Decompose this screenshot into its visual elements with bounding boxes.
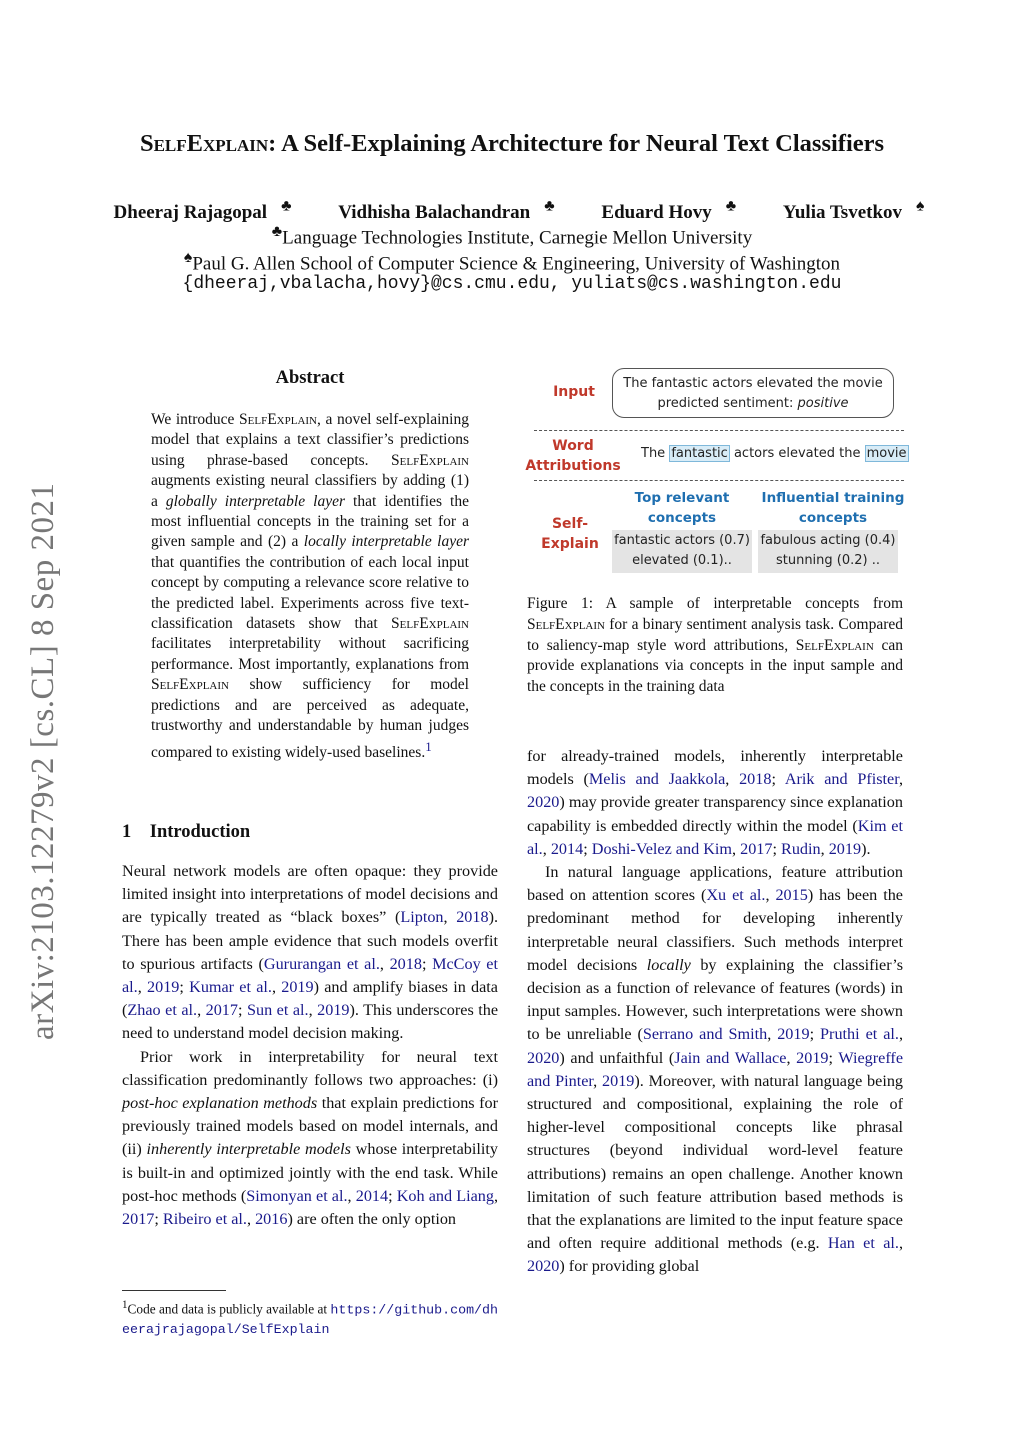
citation-link[interactable]: Jain and Wallace [674, 1048, 787, 1067]
influential-training-concepts-heading: Influential training concepts [761, 490, 905, 526]
system-name: SelfExplain [391, 615, 469, 633]
affiliation-mark: ♠ [916, 198, 925, 215]
citation-link[interactable]: 2014 [355, 1186, 389, 1205]
text-run: , [137, 978, 148, 997]
affiliation-mark: ♣ [725, 198, 737, 215]
citation-link[interactable]: 2016 [255, 1210, 288, 1229]
text-run: whose interpretability is built-in and optimized jointly with the end task. While post-hoc methods ( [122, 1140, 498, 1205]
text-run: , [767, 1025, 778, 1044]
text-run: ) and amplify biases in data ( [122, 978, 498, 1020]
citation-link[interactable]: Xu et al. [706, 886, 766, 905]
text-run: ). Moreover, with natural language being structured and compositional, explaining the role of higher-level compositional concepts like phrasal structures (beyond individual word-level feature attributions) remains an open challenge. Another known limitation of such feature attribution based methods is that the explanations are limited to the input feature space and often require additional methods (e.g. [527, 1071, 904, 1253]
author [587, 198, 737, 224]
system-name: SelfExplain [151, 676, 229, 694]
title-system-name: SelfExplain [139, 130, 269, 157]
citation-link[interactable]: Kumar et al. [189, 978, 272, 997]
citation-link[interactable]: Koh and Liang [396, 1186, 494, 1205]
text-run: , [246, 1210, 256, 1229]
text-run: , [197, 1001, 206, 1020]
highlighted-word: fantastic [671, 446, 728, 461]
citation-link[interactable]: Doshi-Velez and Kim [591, 839, 733, 858]
citation-link[interactable]: 2018 [389, 954, 422, 973]
text-run: In natural language applications, feature attribution based on attention scores ( [527, 863, 903, 905]
citation-link[interactable]: 2019 [777, 1025, 810, 1044]
emphasis: inherently interpretable models [146, 1140, 351, 1159]
citation-link[interactable]: 2019 [317, 1001, 350, 1020]
affiliation-mark: ♣ [544, 198, 555, 215]
author-name: Eduard Hovy [601, 202, 712, 224]
text-run: ) has been the predominant method for developing inherently interpretable neural classifiers. Such methods interpret model decisions [527, 886, 903, 974]
text-run: , [542, 839, 551, 858]
paper-title [0, 130, 1024, 158]
top-relevant-concepts-heading: Top relevant concepts [634, 490, 730, 526]
text-run: ; [772, 839, 782, 858]
top-relevant-concepts-box: fantastic actors (0.7) elevated (0.1).. [612, 530, 752, 573]
text-run: , [443, 908, 457, 927]
input-box [612, 368, 894, 418]
affiliation-text: Paul G. Allen School of Computer Science & Engineering, University of Washington [192, 253, 841, 275]
citation-link[interactable]: Sun et al. [246, 1001, 309, 1020]
author [769, 198, 925, 224]
citation-link[interactable]: Simonyan et al. [246, 1186, 348, 1205]
system-name: SelfExplain [795, 636, 874, 654]
abstract-heading: Abstract [275, 368, 345, 388]
text-run: ; [388, 1186, 397, 1205]
citation-link[interactable]: Zhao et al. [127, 1001, 198, 1020]
author-list [0, 198, 1024, 224]
system-name: SelfExplain [239, 411, 317, 428]
text-run: , [271, 978, 282, 997]
figure-label-input: Input [553, 384, 595, 400]
paragraph [527, 861, 903, 1279]
figure-1 [524, 364, 910, 584]
text-run: , [308, 1001, 318, 1020]
text-run: , [820, 839, 829, 858]
footnote-ref[interactable]: 1 [425, 738, 432, 754]
text-run: , [898, 1025, 904, 1044]
text-run: by explaining the classifier’s decision as a function of relevance of features (words) in input samples. However, such interpretations were shown to be unreliable ( [527, 955, 903, 1044]
text-run: ) and unfaithful ( [559, 1048, 675, 1067]
text-run: ). This underscores the need to understand model decision making. [122, 1001, 499, 1043]
section-heading-introduction: 1 Introduction [122, 822, 251, 842]
system-name: SelfExplain [527, 615, 605, 633]
text-run: , [593, 1071, 602, 1090]
predicted-sentiment: predicted sentiment: positive [657, 396, 849, 411]
footnote-text: Code and data is publicly available at [127, 1301, 331, 1317]
paragraph [527, 745, 903, 861]
text-run: ; [179, 978, 190, 997]
figure-1-caption: Figure 1: A sample of interpretable concepts from SelfExplain for a binary sentiment analysis task. Compared to saliency-map style word attributions, SelfExplain can provide explanations via concepts in the input sample and the concepts in the training data [527, 595, 903, 696]
text-run: , [347, 1186, 356, 1205]
text-run: ). [861, 839, 871, 858]
citation-link[interactable]: Pruthi et al. [820, 1025, 899, 1044]
citation-link[interactable]: Serrano and Smith [642, 1025, 768, 1044]
author-name: Dheeraj Rajagopal [113, 202, 268, 224]
citation-link[interactable]: 2019 [796, 1048, 829, 1067]
figure-divider [534, 480, 904, 481]
citation-link[interactable]: 2019 [602, 1071, 635, 1090]
paragraph [122, 1046, 498, 1232]
citation-link[interactable]: 2017 [740, 839, 773, 858]
footnote-rule [122, 1290, 226, 1291]
affiliation-cmu [0, 223, 1024, 249]
abstract-body: We introduce SelfExplain, a novel self-explaining model that explains a text classifier’s predictions using phrase-based concepts. SelfExplain augments existing neural classifiers by adding (1) a globally interpretable layer that identifies the most influential concepts in the training set for a given sample and (2) a locally interpretable layer that quantifies the contribution of each local input concept by computing a relevance score relative to the predicted label. Experiments across five text-classification datasets show that SelfExplain facilitates interpretability without sacrificing performance. Most importantly, explanations from SelfExplain show sufficiency for model predictions and are perceived as adequate, trustworthy and understandable by human judges compared to existing widely-used baselines.$^1$ [151, 411, 469, 761]
text-run: , [898, 770, 904, 789]
citation-link[interactable]: 2017 [122, 1210, 155, 1229]
text-run: , [493, 1186, 499, 1205]
author [100, 198, 292, 224]
paragraph [122, 860, 498, 1046]
footnote [122, 1296, 498, 1339]
footnote-url[interactable]: https://github.com/dheerajrajagopal/SelfExplain [122, 1302, 498, 1338]
text-run: ; [809, 1025, 821, 1044]
citation-link[interactable]: 2014 [550, 839, 584, 858]
text-run: , [732, 839, 741, 858]
author-name: Vidhisha Balachandran [338, 202, 531, 224]
figure-label-word-attributions: Word Attributions [525, 438, 621, 474]
citation-link[interactable]: Han et al. [827, 1234, 899, 1253]
arxiv-identifier: arXiv:2103.12279v2 [cs.CL] 8 Sep 2021 [25, 482, 61, 1040]
text-run: Prior work in interpretability for neural text classification predominantly follows two approaches: (i) [122, 1047, 498, 1089]
text-run: ). There has been ample evidence that such models overfit to spurious artifacts ( [122, 908, 499, 973]
affiliation-mark: ♠ [183, 249, 193, 266]
right-column-body [527, 745, 903, 1279]
figure-label-selfexplain: Self- Explain [541, 516, 599, 552]
citation-link[interactable]: Rudin [781, 839, 821, 858]
emphasis: post-hoc explanation methods [122, 1094, 318, 1113]
introduction-body [122, 860, 498, 1231]
title-rest: : A Self-Explaining Architecture for Neural Text Classifiers [268, 130, 885, 157]
figure-divider [534, 430, 904, 431]
text-run: , [379, 954, 390, 973]
text-run: ; [237, 1001, 247, 1020]
author [324, 198, 555, 224]
author-name: Yulia Tsvetkov [782, 202, 903, 224]
citation-link[interactable]: 2020 [527, 1257, 560, 1276]
text-run: , [898, 1234, 903, 1253]
text-run: , [765, 886, 776, 905]
affiliation-mark: ♣ [271, 223, 283, 240]
text-run: that explain predictions for previously trained models based on model internals, and (ii) [122, 1094, 498, 1159]
highlighted-word: movie [866, 446, 907, 461]
text-run: ; [828, 1048, 839, 1067]
text-run: ; [771, 770, 785, 789]
citation-link[interactable]: Gururangan et al. [263, 954, 380, 973]
citation-link[interactable]: McCoy et al. [122, 954, 498, 997]
citation-link[interactable]: 2015 [775, 886, 808, 905]
footnote-mark: 1 [122, 1299, 128, 1311]
text-run: ) are often the only option [287, 1210, 457, 1229]
text-run: ; [421, 954, 433, 973]
text-run: , [786, 1048, 797, 1067]
citation-link[interactable]: 2018 [456, 908, 489, 927]
citation-link[interactable]: Wiegreffe and Pinter [527, 1048, 903, 1090]
citation-link[interactable]: 2019 [828, 839, 862, 858]
input-sentence: The fantastic actors elevated the movie [623, 376, 883, 391]
citation-link[interactable]: 2018 [739, 770, 772, 789]
affiliation-text: Language Technologies Institute, Carnegie Mellon University [282, 227, 753, 249]
citation-link[interactable]: 2020 [527, 1048, 560, 1067]
citation-link[interactable]: 2020 [527, 793, 560, 812]
citation-link[interactable]: 2019 [147, 978, 180, 997]
citation-link[interactable]: 2017 [205, 1001, 238, 1020]
affiliation-uw [0, 249, 1024, 275]
system-name: SelfExplain [391, 451, 469, 469]
affiliation-mark: ♣ [281, 198, 292, 215]
citation-link[interactable]: Lipton [400, 908, 444, 927]
influential-training-concepts-box: fabulous acting (0.4) stunning (0.2) .. [758, 530, 898, 573]
citation-link[interactable]: Arik and Pfister [784, 770, 899, 789]
text-run: ) for providing global [559, 1257, 700, 1276]
citation-link[interactable]: Melis and Jaakkola [588, 770, 726, 789]
text-run: , [725, 770, 740, 789]
text-run: ; [154, 1210, 163, 1229]
text-run: ; [583, 839, 592, 858]
word-attribution-sentence: The fantastic actors elevated the movie [641, 446, 907, 461]
citation-link[interactable]: Ribeiro et al. [162, 1210, 247, 1229]
emphasis: locally [646, 955, 691, 974]
citation-link[interactable]: 2019 [281, 978, 314, 997]
author-emails: {dheeraj,vbalacha,hovy}@cs.cmu.edu, yuliats@cs.washington.edu [182, 274, 842, 294]
text-run: Neural network models are often opaque: they provide limited insight into interpretations of model decisions and are typically treated as “black boxes” ( [122, 862, 498, 927]
citation-link[interactable]: Kim et al. [527, 816, 903, 858]
text-run: for already-trained models, inherently interpretable models ( [527, 747, 903, 789]
text-run: ) may provide greater transparency since explanation capability is embedded directly within the model ( [527, 793, 903, 835]
